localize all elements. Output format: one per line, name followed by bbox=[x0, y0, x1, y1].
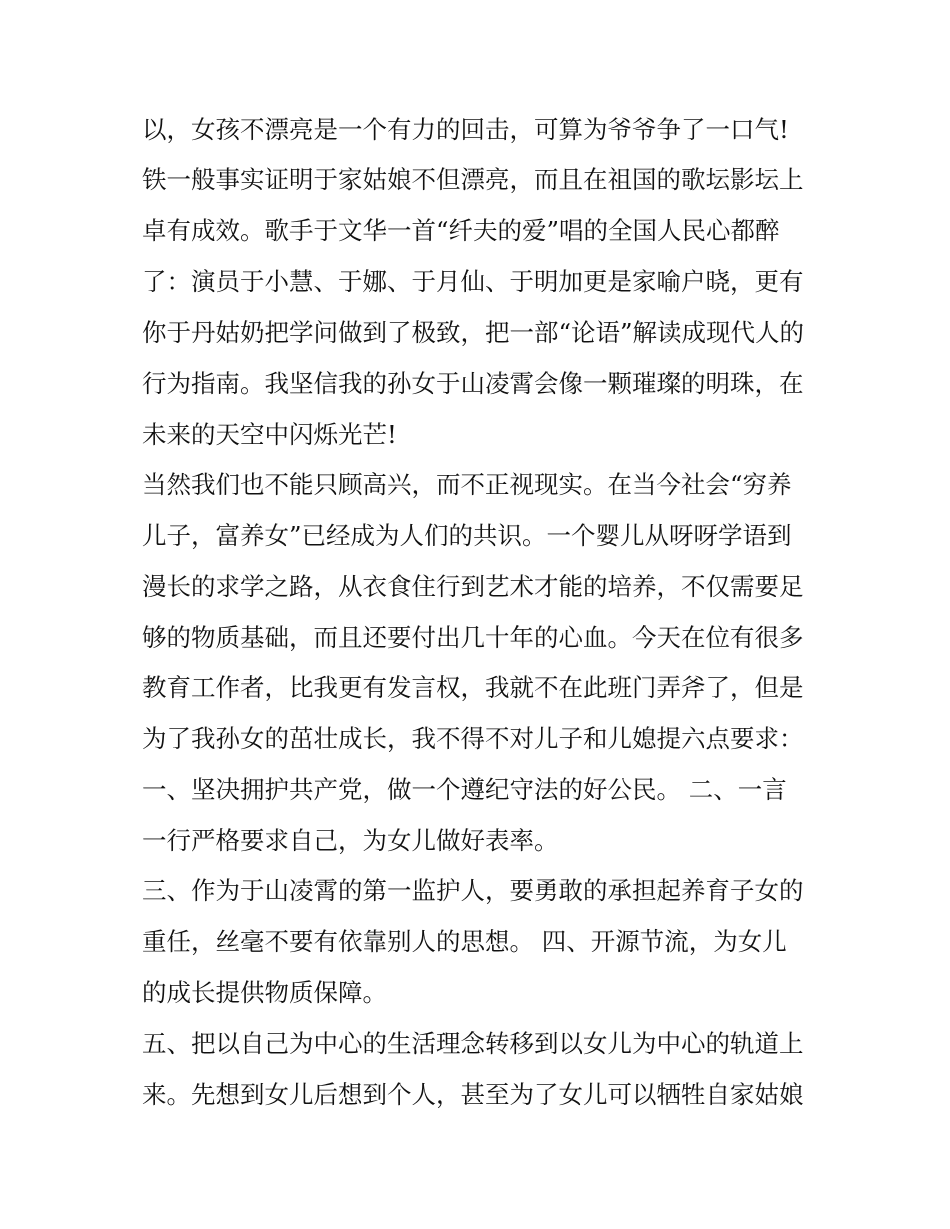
text-line: 一行严格要求自己，为女儿做好表率。 bbox=[142, 826, 559, 855]
text-line: 教育工作者，比我更有发言权，我就不在此班门弄斧了，但是 bbox=[142, 673, 804, 702]
text-line: 一、坚决拥护共产党，做一个遵纪守法的好公民。 二、一言 bbox=[142, 775, 787, 804]
text-line: 够的物质基础，而且还要付出几十年的心血。今天在位有很多 bbox=[142, 623, 804, 652]
text-line: 漫长的求学之路，从衣食住行到艺术才能的培养，不仅需要足 bbox=[142, 572, 804, 601]
text-line: 了：演员于小慧、于娜、于月仙、于明加更是家喻户晓，更有 bbox=[142, 267, 804, 296]
text-line: 卓有成效。歌手于文华一首“纤夫的爱”唱的全国人民心都醉 bbox=[142, 216, 780, 245]
text-line: 未来的天空中闪烁光芒! bbox=[142, 420, 397, 449]
text-line: 行为指南。我坚信我的孙女于山凌霄会像一颗璀璨的明珠，在 bbox=[142, 369, 804, 398]
text-line: 铁一般事实证明于家姑娘不但漂亮，而且在祖国的歌坛影坛上 bbox=[142, 165, 804, 194]
text-line: 以，女孩不漂亮是一个有力的回击，可算为爷爷争了一口气! bbox=[142, 115, 789, 144]
text-line: 当然我们也不能只顾高兴，而不正视现实。在当今社会“穷养 bbox=[142, 470, 792, 499]
text-line: 三、作为于山凌霄的第一监护人，要勇敢的承担起养育子女的 bbox=[142, 876, 804, 905]
text-line: 的成长提供物质保障。 bbox=[142, 978, 387, 1007]
text-line: 来。先想到女儿后想到个人，甚至为了女儿可以牺牲自家姑娘 bbox=[142, 1080, 804, 1109]
text-line: 儿子，富养女”已经成为人们的共识。一个婴儿从呀呀学语到 bbox=[142, 521, 792, 550]
text-line: 重任，丝毫不要有依靠别人的思想。 四、开源节流，为女儿 bbox=[142, 927, 787, 956]
text-line: 五、把以自己为中心的生活理念转移到以女儿为中心的轨道上 bbox=[142, 1029, 804, 1058]
text-line: 你于丹姑奶把学问做到了极致，把一部“论语”解读成现代人的 bbox=[142, 318, 805, 347]
text-line: 为了我孙女的茁壮成长，我不得不对儿子和儿媳提六点要求： bbox=[142, 724, 804, 753]
